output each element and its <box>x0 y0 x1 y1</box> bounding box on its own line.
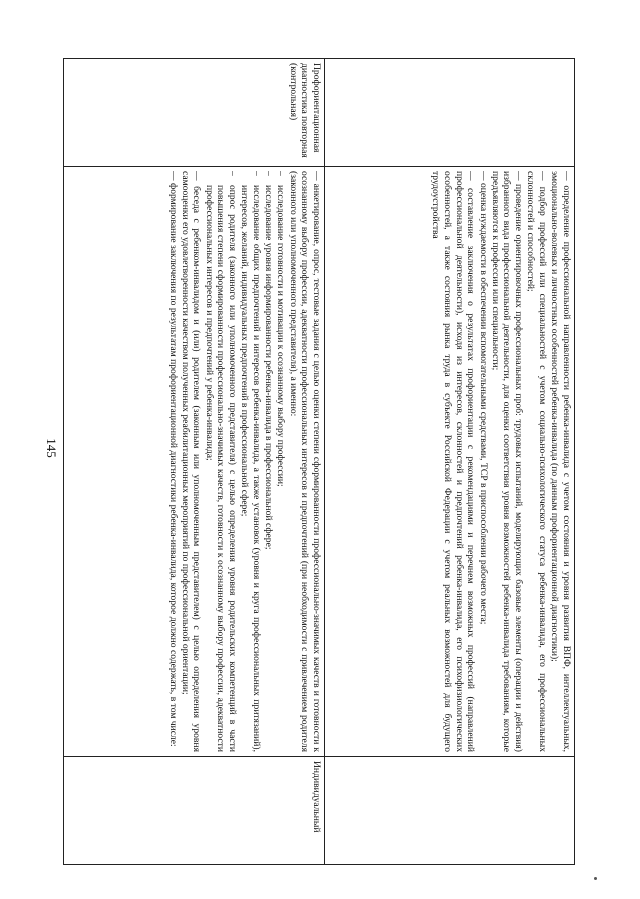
form-cell <box>325 757 575 865</box>
dash-icon: – <box>263 171 275 176</box>
stage-cell <box>64 59 325 167</box>
content-entry: — оценка нуждаемости в обеспечении вспомогательными средствами, ТСР в приспособлении рабочего места; <box>477 171 489 625</box>
stage-name: Профориентационная диагностика повторная (контрольная) <box>287 63 322 158</box>
bullet-item <box>275 171 287 752</box>
content-entry: — формирование заключения по результатам профориентационной диагностики ребенка-инвалида, которое должно содержать, в том числе: <box>167 171 179 747</box>
content-cell <box>325 167 575 757</box>
table-row <box>64 59 325 865</box>
rotated-page-content <box>64 58 575 864</box>
bullet-item <box>203 171 238 752</box>
dash-icon: – <box>227 171 239 176</box>
content-entry: — составление заключения о результатах профориентации с рекомендациями и перечнем возможных профессий (направлений профессиональной деятельности), исходя из интересов, склонностей и предпочтений ребенка-инвалида, его психофизиологических особенностей, а также состояния рынка труда в субъекте Российской Федерации с учетом реальных возможностей для будущего трудоустройства <box>430 171 477 752</box>
bullet-item <box>262 171 274 752</box>
content-entry: — проведение ориентировочных профессиональных проб: трудовых испытаний, моделирующих базовые элементы (операции и действия) избранного вида профессиональной деятельности, для оценки соответствия уровня возможностей ребенка-инвалида требованиям, которые предъявляются к профессии или специальности; <box>489 171 525 752</box>
bullet-text: опрос родителя (законного или уполномоченного представителя) с целью определения уровня родительских компетенций в части повышения степени сформированности профессионально-значимых качеств, готовности к осознанному выбору профессии, адекватности профессиональных интересов и предпочтений у ребенка-инвалида; <box>203 185 239 752</box>
scan-speck <box>594 877 597 880</box>
content-entry: — беседа с ребенком-инвалидом и (или) родителем (законным или уполномоченным представителем) с целью определения уровня самооценки его удовлетворенности качеством полученных реабилитационных мероприятий по профессиональной ориентации; <box>179 171 203 752</box>
content-intro: — анкетирование, опрос, тестовые задания с целью оценки степени сформированности профессионально-значимых качеств и готовности к осознанному выбору профессии, адекватности профессиональных интересов и предпочтений (при необходимости с привлечением родителя (законного или уполномоченного представителя), а именно: <box>287 171 322 752</box>
form-name: Индивидуальный <box>311 761 322 833</box>
content-entry: — определение профессиональной направленности ребенка-инвалида с учетом состояния и уровня развития ВПФ, интеллектуальных, эмоционально-волевых и личностных особенностей ребенка-инвалида (по данным профориентационной диагностики); <box>549 171 572 752</box>
bullet-text: исследование общих предпочтений и интересов ребенка-инвалида, а также установок (уровня и круга профессиональных притязаний), интересов, желаний, индивидуальных предпочтений в профессиональной сфере; <box>239 185 262 752</box>
table-row <box>325 59 575 865</box>
content-cell <box>64 167 325 757</box>
dash-icon: – <box>275 171 287 176</box>
bullet-text: исследование уровня информированности ребенка-инвалида в профессиональной сфере; <box>263 185 275 550</box>
bullet-text: исследование готовности и мотивации к осознанному выбору профессии; <box>275 185 287 487</box>
form-cell <box>64 757 325 865</box>
rehabilitation-table <box>63 58 575 865</box>
content-entry: — подбор профессий или специальностей с учетом социально-психологического статуса ребенка-инвалида, его профессиональных склонностей и способностей; <box>525 171 549 752</box>
page-number: 145 <box>44 438 59 458</box>
bullet-item <box>239 171 262 752</box>
stage-cell <box>325 59 575 167</box>
dash-icon: – <box>250 171 262 176</box>
